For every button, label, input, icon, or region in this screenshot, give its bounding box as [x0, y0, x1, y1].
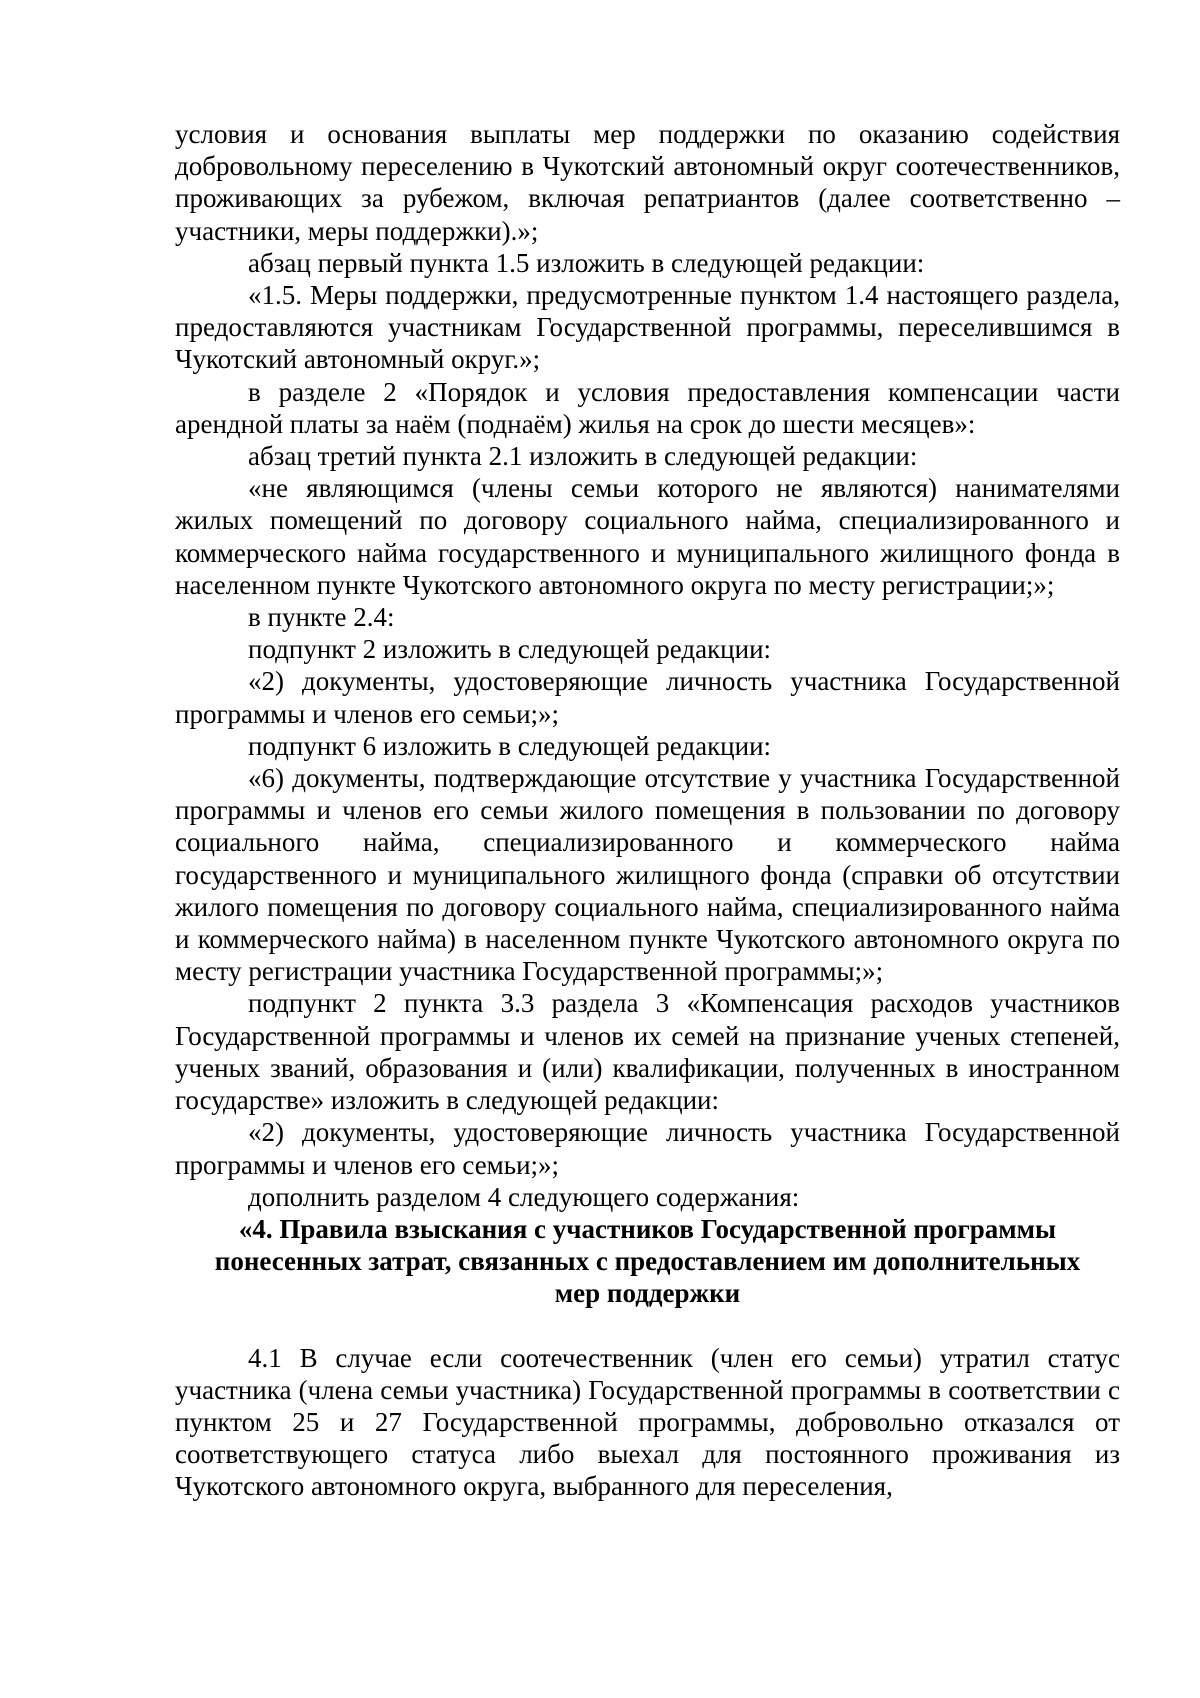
paragraph-amend-1-5: абзац первый пункта 1.5 изложить в следующей редакции:	[248, 247, 925, 278]
paragraph-item-2-1-text: «не являющимся (члены семьи которого не являются) нанимателями жилых помещений по договору социального найма, специализированного и коммерческого найма государственного и муниципального жилищного фонда в населенном пункте Чукотского автономного округа по месту регистрации;»;	[175, 473, 1120, 600]
section-4-heading-line-3: мер поддержки	[554, 1278, 741, 1309]
paragraph-add-section-4: дополнить разделом 4 следующего содержания:	[248, 1181, 800, 1212]
section-4-heading-line-1: «4. Правила взыскания с участников Государственной программы	[238, 1213, 1057, 1244]
paragraph-conditions-continuation: условия и основания выплаты мер поддержки по оказанию содействия добровольному переселению в Чукотский автономный округ соотечественников, проживающих за рубежом, включая репатриантов (далее соответственно – участники, меры поддержки).»;	[175, 119, 1120, 246]
document-page	[175, 118, 1120, 1503]
paragraph-subitem-2-text: «2) документы, удостоверяющие личность участника Государственной программы и членов его семьи;»;	[175, 666, 1120, 729]
section-4-heading-line-2: понесенных затрат, связанных с предоставлением им дополнительных	[214, 1246, 1081, 1277]
paragraph-subitem-2-amend: подпункт 2 изложить в следующей редакции:	[248, 634, 772, 665]
paragraph-subitem-6-text: «6) документы, подтверждающие отсутствие у участника Государственной программы и членов его семьи жилого помещения в пользовании по договору социального найма, специализированного и коммерческого найма государственного и муниципального жилищного фонда (справки об отсутствии жилого помещения по договору социального найма, специализированного найма и коммерческого найма) в населенном пункте Чукотского автономного округа по месту регистрации участника Государственной программы;»;	[175, 763, 1120, 987]
heading-spacer	[175, 1310, 1120, 1342]
paragraph-amend-2-1: абзац третий пункта 2.1 изложить в следующей редакции:	[248, 441, 918, 472]
paragraph-item-1-5: «1.5. Меры поддержки, предусмотренные пунктом 1.4 настоящего раздела, предоставляются участникам Государственной программы, переселившимся в Чукотский автономный округ.»;	[175, 280, 1120, 375]
paragraph-item-2-4: в пункте 2.4:	[248, 602, 395, 633]
paragraph-item-3-3: подпункт 2 пункта 3.3 раздела 3 «Компенсация расходов участников Государственной программы и членов их семей на признание ученых степеней, ученых званий, образования и (или) квалификации, полученных в иностранном государстве» изложить в следующей редакции:	[175, 988, 1120, 1116]
paragraph-item-3-3-text: «2) документы, удостоверяющие личность участника Государственной программы и членов его семьи;»;	[175, 1117, 1120, 1180]
section-4-heading	[175, 1213, 1120, 1310]
paragraph-item-4-1: 4.1 В случае если соотечественник (член его семьи) утратил статус участника (члена семьи участника) Государственной программы в соответствии с пунктом 25 и 27 Государственной программы, добровольно отказался от соответствующего статуса либо выехал для постоянного проживания из Чукотского автономного округа, выбранного для переселения,	[175, 1342, 1120, 1502]
paragraph-subitem-6-amend: подпункт 6 изложить в следующей редакции:	[248, 730, 772, 761]
paragraph-section-2: в разделе 2 «Порядок и условия предоставления компенсации части арендной платы за наём (поднаём) жилья на срок до шести месяцев»:	[175, 376, 1120, 439]
